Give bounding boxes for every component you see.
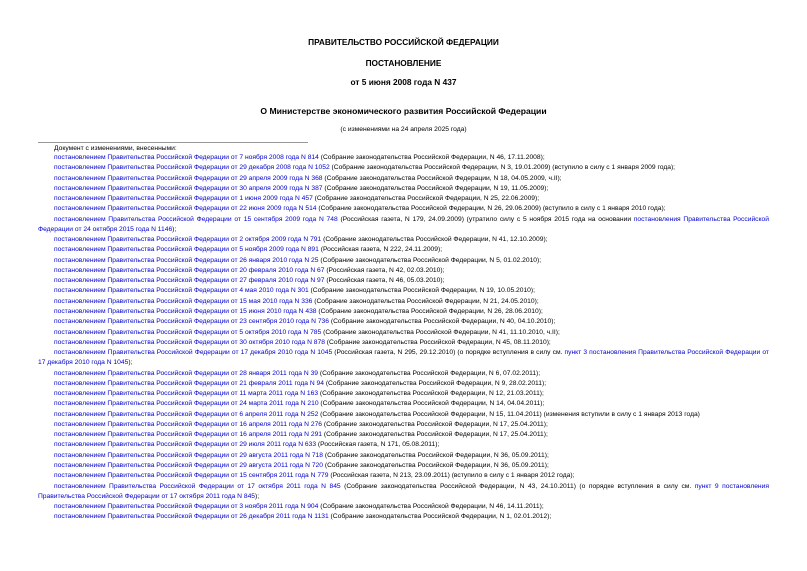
amendment-item	[38, 204, 769, 214]
amendment-source: (Собрание законодательства Российской Федерации, N 3, 19.01.2009) (вступило в силу с 1 января 2009 года);	[329, 164, 676, 172]
amendment-source: (Собрание законодательства Российской Федерации, N 17, 25.04.2011);	[322, 420, 548, 428]
amendment-item	[38, 215, 769, 236]
amendment-link[interactable]: постановлением Правительства Российской Федерации от 29 апреля 2009 года N 368	[54, 174, 323, 182]
amendment-link[interactable]: постановлением Правительства Российской Федерации от 27 февраля 2010 года N 97	[54, 277, 325, 285]
amendment-item	[38, 430, 769, 440]
amendment-source: (Собрание законодательства Российской Федерации, N 26, 29.06.2009) (вступило в силу с 1 января 2010 года);	[316, 205, 666, 213]
document-type: ПОСТАНОВЛЕНИЕ	[365, 58, 442, 68]
amendment-link[interactable]: постановлением Правительства Российской Федерации от 23 сентября 2010 года N 736	[54, 318, 329, 326]
amendment-item	[38, 410, 769, 420]
amendment-item	[38, 163, 769, 173]
amendment-source: (Российская газета, N 46, 05.03.2010);	[324, 277, 445, 285]
amendment-item	[38, 307, 769, 317]
amendment-source: (Собрание законодательства Российской Федерации, N 45, 08.11.2010);	[324, 338, 551, 346]
amendment-source: (Собрание законодательства Российской Федерации, N 36, 05.09.2011);	[322, 461, 549, 469]
amendment-link[interactable]: постановлением Правительства Российской Федерации от 26 января 2010 года N 25	[54, 256, 319, 264]
amendment-source: (Собрание законодательства Российской Федерации, N 19, 11.05.2009);	[322, 184, 549, 192]
amendment-source: (Российская газета, N 295, 29.12.2010) (о порядке вступления в силу см.	[332, 349, 565, 357]
amendment-link[interactable]: постановлением Правительства Российской Федерации от 7 ноября 2008 года N 814	[54, 154, 319, 161]
amendment-item	[38, 451, 769, 461]
amendment-item	[38, 174, 769, 184]
amendment-source: (Собрание законодательства Российской Федерации, N 41, 12.10.2009);	[321, 236, 548, 244]
amendment-item	[38, 286, 769, 296]
amendment-source: (Российская газета, N 179, 24.09.2009) (утратило силу с 5 ноября 2015 года на основании	[337, 215, 634, 223]
amendment-item	[38, 502, 769, 512]
document-title: О Министерстве экономического развития Российской Федерации	[260, 106, 547, 116]
amendment-link[interactable]: постановлением Правительства Российской Федерации от 5 ноября 2009 года N 891	[54, 246, 319, 254]
amendment-item	[38, 317, 769, 327]
amendment-link[interactable]: постановлением Правительства Российской Федерации от 17 декабря 2010 года N 1045	[54, 349, 333, 357]
amendment-source: (Собрание законодательства Российской Федерации, N 14, 04.04.2011);	[318, 400, 545, 408]
amendment-item	[38, 266, 769, 276]
amendment-link[interactable]: постановлением Правительства Российской Федерации от 20 февраля 2010 года N 67	[54, 266, 325, 274]
amendment-item	[38, 235, 769, 245]
amendment-reference-link[interactable]: пункт 3 постановления Правительства Российской Федерации от 17 декабря 2010 года N 1045	[38, 349, 769, 367]
amendment-link[interactable]: постановлением Правительства Российской Федерации от 28 января 2011 года N 39	[54, 369, 319, 377]
separator-line	[38, 142, 308, 143]
amendment-item	[38, 184, 769, 194]
amendment-source: (Собрание законодательства Российской Федерации, N 18, 04.05.2009, ч.II);	[322, 174, 562, 182]
amendment-link[interactable]: постановлением Правительства Российской Федерации от 15 июня 2010 года N 438	[54, 307, 317, 315]
amendment-source: (Собрание законодательства Российской Федерации, N 46, 14.11.2011);	[318, 503, 544, 511]
amendment-tail: );	[128, 359, 133, 367]
amendment-item	[38, 328, 769, 338]
amendment-tail: );	[172, 225, 177, 233]
amendment-source: (Собрание законодательства Российской Федерации, N 5, 01.02.2010);	[318, 256, 542, 264]
amendment-link[interactable]: постановлением Правительства Российской Федерации от 11 марта 2011 года N 163	[54, 390, 319, 398]
amendment-item	[38, 379, 769, 389]
amendment-link[interactable]: постановлением Правительства Российской Федерации от 24 марта 2011 года N 210	[54, 400, 319, 408]
amendment-source: (Собрание законодательства Российской Федерации, N 12, 21.03.2011);	[318, 390, 544, 398]
amendment-source: (Собрание законодательства Российской Федерации, N 41, 11.10.2010, ч.II);	[321, 328, 560, 336]
amendment-link[interactable]: постановлением Правительства Российской Федерации от 21 февраля 2011 года N 94	[54, 379, 324, 387]
amendment-source: (Российская газета, N 222, 24.11.2009);	[318, 246, 443, 254]
amendment-item	[38, 245, 769, 255]
amendment-link[interactable]: постановлением Правительства Российской Федерации от 26 декабря 2011 года N 1131	[54, 513, 329, 521]
amendments-list	[38, 153, 769, 523]
amendment-link[interactable]: постановлением Правительства Российской Федерации от 29 августа 2011 года N 718	[54, 451, 323, 459]
amendment-source: (Российская газета, N 42, 02.03.2010);	[324, 266, 445, 274]
amendment-item	[38, 256, 769, 266]
amendment-link[interactable]: постановлением Правительства Российской Федерации от 30 апреля 2009 года N 387	[54, 184, 323, 192]
amendment-tail: );	[255, 492, 260, 500]
amendment-link[interactable]: постановлением Правительства Российской Федерации от 5 октября 2010 года N 785	[54, 328, 322, 336]
changes-label: Документ с изменениями, внесенными:	[54, 145, 177, 152]
amendment-source: (Собрание законодательства Российской Федерации, N 43, 24.10.2011) (о порядке вступления в силу см.	[340, 482, 695, 490]
amendment-source: (Собрание законодательства Российской Федерации, N 36, 05.09.2011);	[322, 451, 549, 459]
amendment-item	[38, 297, 769, 307]
amendment-item	[38, 348, 769, 369]
document-date-number: от 5 июня 2008 года N 437	[350, 77, 457, 87]
amendment-link[interactable]: постановлением Правительства Российской Федерации от 15 сентября 2009 года N 748	[54, 215, 338, 223]
amendment-source: (Собрание законодательства Российской Федерации, N 40, 04.10.2010);	[328, 318, 556, 326]
amendment-item	[38, 389, 769, 399]
amendment-source: (Российская газета, N 171, 05.08.2011);	[316, 441, 440, 449]
amendment-item	[38, 153, 769, 163]
amendment-item	[38, 369, 769, 379]
amendment-item	[38, 399, 769, 409]
amendment-source: (Российская газета, N 213, 23.09.2011) (вступило в силу с 1 января 2012 года);	[328, 472, 575, 480]
amendment-link[interactable]: постановлением Правительства Российской Федерации от 1 июня 2009 года N 457	[54, 195, 313, 203]
amendment-source: (Собрание законодательства Российской Федерации, N 6, 07.02.2011);	[318, 369, 541, 377]
amendment-link[interactable]: постановлением Правительства Российской Федерации от 6 апреля 2011 года N 252	[54, 410, 319, 418]
amendment-reference-link[interactable]: пункт 9 постановления Правительства Российской Федерации от 17 октября 2011 года N 845	[38, 482, 769, 500]
amendment-link[interactable]: постановлением Правительства Российской Федерации от 22 июня 2009 года N 514	[54, 205, 317, 213]
amendment-link[interactable]: постановлением Правительства Российской Федерации от 16 апреля 2011 года N 276	[54, 420, 323, 428]
amendment-link[interactable]: постановлением Правительства Российской Федерации от 4 мая 2010 года N 301	[54, 287, 309, 295]
amendment-link[interactable]: постановлением Правительства Российской Федерации от 3 ноября 2011 года N 904	[54, 503, 319, 511]
amendment-link[interactable]: постановлением Правительства Российской Федерации от 15 сентября 2011 года N 779	[54, 472, 329, 480]
amendment-source: (Собрание законодательства Российской Федерации, N 9, 28.02.2011);	[323, 379, 547, 387]
amendment-item	[38, 512, 769, 522]
amendment-link[interactable]: постановлением Правительства Российской Федерации от 16 апреля 2011 года N 291	[54, 431, 323, 439]
amendment-link[interactable]: постановлением Правительства Российской Федерации от 29 августа 2011 года N 720	[54, 461, 323, 469]
amendment-source: (Собрание законодательства Российской Федерации, N 1, 02.01.2012);	[328, 513, 552, 521]
amendment-link[interactable]: постановлением Правительства Российской Федерации от 2 октября 2009 года N 791	[54, 236, 322, 244]
amendment-link[interactable]: постановлением Правительства Российской Федерации от 15 мая 2010 года N 336	[54, 297, 313, 305]
amendment-reference-link[interactable]: постановления Правительства Российской Федерации от 24 октября 2015 года N 1146	[38, 215, 769, 233]
amendment-item	[38, 420, 769, 430]
amendment-link[interactable]: постановлением Правительства Российской Федерации от 17 октября 2011 года N 845	[54, 482, 341, 490]
amendment-link[interactable]: постановлением Правительства Российской Федерации от 30 октября 2010 года N 878	[54, 338, 325, 346]
amendment-item	[38, 461, 769, 471]
amendment-source: (Собрание законодательства Российской Федерации, N 17, 25.04.2011);	[322, 431, 548, 439]
amendment-item	[38, 440, 769, 450]
amendment-source: (Собрание законодательства Российской Федерации, N 46, 17.11.2008);	[318, 154, 545, 161]
amendment-item	[38, 276, 769, 286]
amendment-source: (Собрание законодательства Российской Федерации, N 25, 22.06.2009);	[312, 195, 540, 203]
amendment-source: (Собрание законодательства Российской Федерации, N 15, 11.04.2011) (изменения вступили в силу с 1 января 2013 года)	[318, 410, 700, 418]
amendment-item	[38, 194, 769, 204]
amendment-item	[38, 338, 769, 348]
amendment-source: (Собрание законодательства Российской Федерации, N 19, 10.05.2010);	[308, 287, 535, 295]
amendment-item	[38, 471, 769, 481]
document-subtitle: (с изменениями на 24 апреля 2025 года)	[340, 126, 467, 133]
amendment-link[interactable]: постановлением Правительства Российской Федерации от 29 июля 2011 года N 633	[54, 441, 317, 449]
document-org: ПРАВИТЕЛЬСТВО РОССИЙСКОЙ ФЕДЕРАЦИИ	[308, 37, 499, 47]
amendment-source: (Собрание законодательства Российской Федерации, N 21, 24.05.2010);	[312, 297, 539, 305]
amendment-item	[38, 482, 769, 503]
amendment-source: (Собрание законодательства Российской Федерации, N 26, 28.06.2010);	[316, 307, 543, 315]
amendment-link[interactable]: постановлением Правительства Российской Федерации от 29 декабря 2008 года N 1052	[54, 164, 330, 172]
